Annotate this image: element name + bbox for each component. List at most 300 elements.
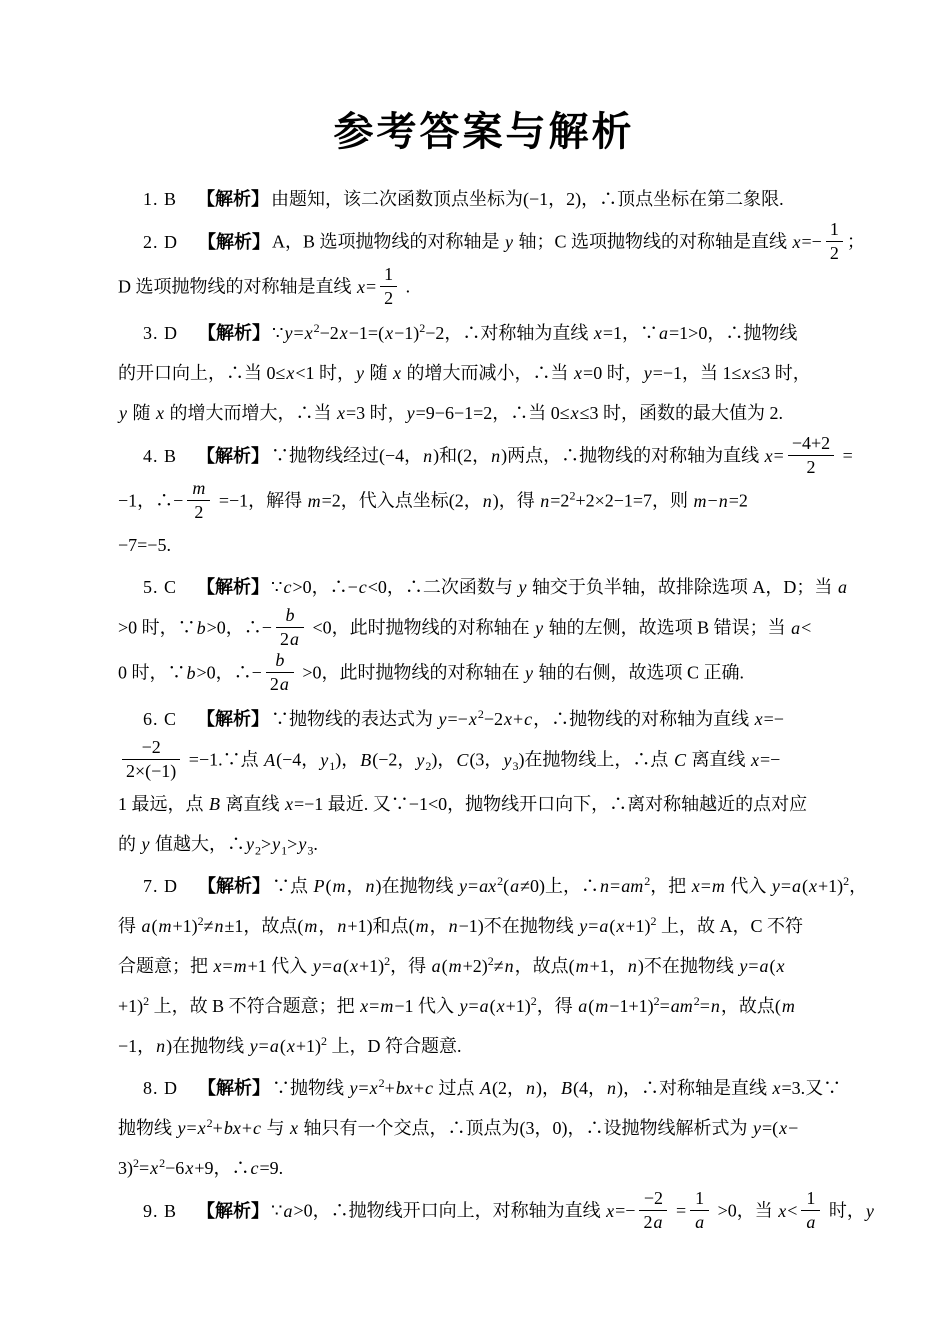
answer-block-6: [118, 699, 850, 864]
superscript: 2: [143, 994, 150, 1008]
math-variable: x: [606, 1200, 615, 1221]
text-run: 1: [829, 219, 839, 239]
fraction: [801, 1188, 820, 1233]
math-variable: y: [438, 709, 447, 729]
math-variable: x: [349, 956, 358, 976]
math-variable: y: [505, 231, 514, 252]
text-run: .: [401, 276, 411, 297]
text-run: =: [699, 996, 710, 1016]
text-run: =−: [447, 709, 468, 729]
text-run: )在抛物线: [375, 876, 458, 896]
fraction: [276, 605, 304, 650]
math-variable: x: [742, 363, 751, 383]
math-variable: x: [150, 1158, 159, 1178]
text-run: =9.: [259, 1158, 284, 1178]
text-run: =: [610, 876, 621, 896]
subscript: 1: [329, 759, 336, 774]
math-variable: x: [503, 709, 512, 729]
fraction-denominator: [639, 1211, 667, 1233]
math-variable: y: [249, 1036, 258, 1056]
fraction-denominator: [801, 1211, 820, 1233]
math-variable: y: [771, 876, 780, 896]
answer-line: [118, 652, 850, 697]
math-variable: x: [779, 1118, 788, 1138]
math-variable: ax: [479, 876, 497, 896]
text-run: =: [186, 1118, 197, 1138]
math-variable: x: [778, 1200, 787, 1221]
text-run: A，B 选项抛物线的对称轴是: [272, 231, 505, 252]
text-run: (: [609, 916, 616, 936]
math-variable: y: [272, 834, 281, 854]
text-run: −2: [643, 1188, 664, 1208]
text-run: 2: [194, 502, 204, 522]
text-run: ；: [846, 231, 865, 252]
text-run: )，: [431, 749, 456, 770]
text-run: ，: [849, 876, 868, 896]
text-run: 合题意；把: [118, 956, 213, 976]
answer-block-5: [118, 567, 850, 697]
answer-line: [118, 986, 850, 1026]
math-variable: y: [177, 1118, 186, 1138]
math-variable: n: [423, 445, 433, 466]
text-run: =3 时，: [346, 403, 406, 423]
text-run: +: [241, 1118, 252, 1138]
math-variable: x: [360, 996, 369, 1016]
answer-block-3: [118, 313, 850, 433]
fraction-denominator: [187, 501, 210, 523]
text-run: =3.又∵: [781, 1078, 842, 1098]
superscript: 2: [569, 488, 576, 503]
math-variable: n: [448, 916, 458, 936]
text-run: =2: [550, 490, 570, 511]
math-variable: a: [279, 674, 289, 694]
text-run: =: [748, 956, 759, 976]
text-run: ≠: [493, 956, 504, 976]
math-variable: m: [233, 956, 247, 976]
text-run: −2: [141, 737, 161, 757]
analysis-tag: 【解析】: [197, 1200, 270, 1221]
math-variable: C: [456, 749, 469, 770]
math-variable: x: [772, 1078, 781, 1098]
answer-block-9: [118, 1188, 874, 1235]
page-title: 参考答案与解析: [333, 109, 635, 154]
text-run: 轴的右侧，故选项 C 正确.: [533, 662, 744, 683]
text-run: ≠: [203, 916, 214, 936]
answer-line: [118, 866, 868, 906]
text-run: =2，代入点坐标(2，: [321, 490, 482, 511]
text-run: ∵点: [272, 876, 313, 896]
text-run: 代入: [725, 876, 771, 896]
math-variable: x: [691, 876, 700, 896]
math-variable: m: [332, 876, 346, 896]
math-variable: x: [593, 323, 602, 343]
math-variable: x: [570, 403, 579, 423]
fraction-denominator: [266, 673, 294, 695]
fraction-denominator: [122, 760, 180, 782]
text-run: +: [212, 1118, 223, 1138]
text-run: >: [287, 834, 298, 854]
math-variable: m: [693, 490, 707, 511]
analysis-tag: 【解析】: [198, 231, 270, 252]
text-run: +1): [625, 916, 651, 936]
text-run: =: [222, 956, 233, 976]
math-variable: B: [360, 749, 372, 770]
text-run: (: [279, 1036, 286, 1056]
math-variable: x: [385, 323, 394, 343]
text-run: 时，: [824, 1200, 865, 1221]
answer-number: 4. B: [143, 445, 178, 466]
superscript: 2: [206, 1116, 213, 1130]
math-variable: y: [739, 956, 748, 976]
math-variable: c: [252, 1118, 261, 1138]
answer-line: [118, 353, 850, 393]
text-run: ，∴抛物线的对称轴为直线: [533, 709, 754, 729]
text-run: 1 最远，点: [118, 794, 208, 814]
text-run: (: [503, 876, 510, 896]
analysis-tag: 【解析】: [197, 577, 270, 597]
answer-line: [118, 1148, 850, 1188]
superscript: 2: [159, 1156, 166, 1170]
text-run: −2: [483, 709, 503, 729]
answer-number: 6. C: [143, 709, 178, 729]
text-run: ，故点(: [720, 996, 781, 1016]
text-run: =: [293, 323, 304, 343]
math-variable: x: [337, 403, 345, 423]
math-variable: y: [349, 1078, 358, 1098]
text-run: <0，此时抛物线的对称轴在: [307, 617, 535, 638]
text-run: (−2，: [372, 749, 416, 770]
text-run: >0，∴−: [206, 617, 272, 638]
math-variable: a: [806, 1212, 816, 1232]
superscript: 2: [497, 874, 504, 888]
text-run: ，得: [536, 996, 578, 1016]
fraction-denominator: [826, 242, 843, 264]
analysis-tag: 【解析】: [198, 1078, 270, 1098]
math-variable: x: [809, 876, 817, 896]
math-variable: y: [312, 956, 321, 976]
text-run: −1)不在抛物线: [458, 916, 579, 936]
math-variable: b: [196, 617, 206, 638]
fraction: [639, 1188, 667, 1233]
math-variable: m: [415, 916, 429, 936]
text-run: 上，故 B 不符合题意；把: [149, 996, 360, 1016]
answer-block-2: [118, 219, 865, 311]
math-variable: x: [285, 794, 293, 814]
text-run: =: [369, 996, 380, 1016]
text-run: 2: [829, 243, 839, 263]
math-variable: n: [710, 996, 720, 1016]
text-run: 0 时，∵: [118, 662, 186, 683]
math-variable: a: [837, 577, 847, 597]
math-variable: x: [776, 956, 785, 976]
fraction: [690, 1188, 709, 1233]
answer-block-7: [118, 866, 868, 1066]
text-run: 与: [261, 1118, 289, 1138]
math-variable: a: [332, 956, 342, 976]
analysis-tag: 【解析】: [197, 445, 270, 466]
analysis-tag: 【解析】: [198, 876, 270, 896]
text-run: ∵抛物线的表达式为: [271, 709, 438, 729]
math-variable: x: [304, 323, 313, 343]
answer-line: [118, 480, 850, 525]
fraction-numerator: [690, 1188, 709, 1211]
text-run: 的: [118, 834, 141, 854]
math-variable: n: [600, 876, 610, 896]
text-run: >0，∴−: [196, 662, 262, 683]
fraction: [826, 219, 843, 264]
math-variable: c: [524, 709, 533, 729]
text-run: =: [139, 1158, 150, 1178]
text-run: D 选项抛物线的对称轴是直线: [118, 276, 356, 297]
math-variable: bx: [223, 1118, 241, 1138]
text-run: (4，: [572, 1078, 606, 1098]
math-variable: x: [289, 1118, 298, 1138]
text-run: ，把: [650, 876, 691, 896]
math-variable: y: [298, 834, 307, 854]
text-run: (3，: [469, 749, 503, 770]
fraction-numerator: [266, 650, 294, 673]
math-variable: y: [284, 323, 293, 343]
math-variable: n: [606, 1078, 616, 1098]
math-variable: y: [320, 749, 329, 770]
text-run: (: [151, 916, 158, 936]
text-run: >0，此时抛物线的对称轴在: [297, 662, 524, 683]
math-variable: c: [424, 1078, 433, 1098]
math-variable: a: [599, 916, 609, 936]
fraction-numerator: [276, 605, 304, 628]
subscript: 3: [512, 759, 519, 774]
text-run: )在抛物线上，∴点: [518, 749, 673, 770]
math-variable: x: [197, 1118, 206, 1138]
text-run: (−4，: [276, 749, 320, 770]
text-run: 过点: [433, 1078, 479, 1098]
answer-line: [118, 525, 850, 565]
text-run: <1 时，: [295, 363, 356, 383]
fraction-numerator: [788, 433, 834, 456]
math-variable: a: [283, 1200, 293, 1221]
text-run: 2: [384, 288, 394, 308]
text-run: 1: [806, 1188, 816, 1208]
answer-block-4: [118, 433, 853, 565]
text-run: ≠0)上，∴: [520, 876, 600, 896]
answer-line: [118, 784, 850, 824]
text-run: =2: [728, 490, 748, 511]
subscript: 1: [281, 843, 288, 858]
text-run: ≤3 时，: [751, 363, 811, 383]
text-run: 上，故 A，C 不符: [656, 916, 804, 936]
fraction: [122, 737, 180, 782]
math-variable: am: [670, 996, 693, 1016]
math-variable: x: [286, 363, 295, 383]
math-variable: x: [156, 403, 164, 423]
text-run: =−1，当 1≤: [652, 363, 742, 383]
math-variable: n: [156, 1036, 166, 1056]
text-run: 的开口向上，∴当 0≤: [118, 363, 286, 383]
fraction: [380, 264, 397, 309]
text-run: −1): [394, 323, 420, 343]
text-run: )两点，∴抛物线的对称轴为直线: [501, 445, 764, 466]
math-variable: y: [406, 403, 415, 423]
fraction-denominator: [380, 287, 397, 309]
answers-list: [118, 179, 874, 1235]
text-run: =: [700, 876, 711, 896]
text-run: 2: [806, 457, 816, 477]
math-variable: n: [525, 1078, 535, 1098]
text-run: )和(2，: [433, 445, 491, 466]
math-variable: n: [214, 916, 224, 936]
text-run: 1: [384, 264, 394, 284]
text-run: 值越大，∴: [150, 834, 245, 854]
subscript: 3: [307, 843, 314, 858]
text-run: >0，∴−: [292, 577, 358, 597]
math-variable: m: [304, 916, 318, 936]
answer-block-1: [118, 179, 850, 219]
math-variable: A: [479, 1078, 491, 1098]
math-variable: c: [283, 577, 292, 597]
math-variable: y: [141, 834, 150, 854]
answer-number: 8. D: [143, 1078, 178, 1098]
text-run: −: [707, 490, 718, 511]
text-run: 上，D 符合题意.: [326, 1036, 462, 1056]
text-run: 抛物线: [118, 1118, 177, 1138]
fraction-denominator: [690, 1211, 709, 1233]
math-variable: A: [264, 749, 276, 770]
subscript: 2: [425, 759, 432, 774]
text-run: .: [313, 834, 318, 854]
text-run: −: [788, 1118, 799, 1138]
text-run: +1): [505, 996, 531, 1016]
text-run: ∵: [271, 1200, 283, 1221]
superscript: 2: [384, 954, 391, 968]
text-run: =−: [763, 709, 784, 729]
math-variable: P: [313, 876, 325, 896]
answer-line: [118, 824, 850, 864]
math-variable: y: [865, 1200, 874, 1221]
fraction-denominator: [788, 456, 834, 478]
text-run: 离直线: [221, 794, 284, 814]
text-run: +9，∴: [194, 1158, 250, 1178]
answer-line: [118, 1188, 874, 1235]
text-run: +1)和点(: [347, 916, 415, 936]
text-run: )，: [335, 749, 360, 770]
text-run: 3): [118, 1158, 133, 1178]
math-variable: m: [711, 876, 725, 896]
fraction-numerator: [380, 264, 397, 287]
text-run: =: [671, 1200, 687, 1221]
math-variable: y: [356, 363, 365, 383]
text-run: 2: [269, 674, 279, 694]
text-run: ∵: [272, 323, 284, 343]
text-run: 轴交于负半轴，故排除选项 A，D；当: [527, 577, 837, 597]
math-variable: a: [510, 876, 520, 896]
math-variable: a: [695, 1212, 705, 1232]
fraction-numerator: [639, 1188, 667, 1211]
math-variable: y: [416, 749, 425, 770]
text-run: (: [441, 956, 448, 976]
superscript: 2: [530, 994, 537, 1008]
math-variable: n: [540, 490, 550, 511]
math-variable: c: [358, 577, 367, 597]
math-variable: n: [627, 956, 637, 976]
math-variable: a: [659, 323, 669, 343]
text-run: >0 时，∵: [118, 617, 196, 638]
text-run: ，: [318, 916, 337, 936]
text-run: (: [769, 956, 776, 976]
text-run: =: [588, 916, 599, 936]
text-run: =: [468, 996, 479, 1016]
math-variable: x: [369, 1078, 378, 1098]
text-run: (: [588, 996, 595, 1016]
superscript: 2: [487, 954, 494, 968]
answer-line: [118, 699, 850, 739]
text-run: =−: [801, 231, 822, 252]
text-run: =: [773, 445, 784, 466]
text-run: +2×2−1=7，则: [575, 490, 693, 511]
math-variable: a: [759, 956, 769, 976]
text-run: <0，∴二次函数与: [367, 577, 518, 597]
superscript: 2: [843, 874, 850, 888]
text-run: =−1 最近. 又∵−1<0，抛物线开口向下，∴离对称轴越近的点对应: [294, 794, 808, 814]
superscript: 2: [693, 994, 700, 1008]
text-run: )，得: [492, 490, 540, 511]
text-run: =−1.∵点: [184, 749, 264, 770]
math-variable: n: [337, 916, 347, 936]
answer-line: [118, 739, 850, 784]
math-variable: x: [468, 709, 477, 729]
math-variable: x: [496, 996, 505, 1016]
answer-number: 1. B: [143, 189, 178, 209]
superscript: 2: [320, 1034, 327, 1048]
text-run: =: [468, 876, 479, 896]
text-run: 2×(−1): [126, 761, 177, 781]
math-variable: B: [560, 1078, 572, 1098]
text-run: 离直线: [686, 749, 750, 770]
analysis-tag: 【解析】: [197, 709, 270, 729]
text-run: 2: [643, 1212, 653, 1232]
math-variable: a: [431, 956, 441, 976]
fraction: [788, 433, 834, 478]
math-variable: y: [752, 1118, 761, 1138]
text-run: ，: [346, 876, 365, 896]
math-variable: a: [653, 1212, 663, 1232]
math-variable: m: [448, 956, 462, 976]
text-run: 轴只有一个交点，∴顶点为(3，0)，∴设抛物线解析式为: [298, 1118, 752, 1138]
math-variable: y: [246, 834, 254, 854]
fraction: [187, 478, 210, 523]
subscript: 2: [255, 843, 261, 858]
math-variable: x: [357, 276, 365, 297]
text-run: −1=(: [348, 323, 385, 343]
text-run: +1): [172, 916, 198, 936]
math-variable: a: [289, 629, 299, 649]
text-run: −2: [319, 323, 339, 343]
text-run: ，故点(: [514, 956, 575, 976]
fraction: [266, 650, 294, 695]
math-variable: c: [250, 1158, 259, 1178]
text-run: (: [489, 996, 496, 1016]
math-variable: b: [285, 605, 295, 625]
text-run: 得: [118, 916, 141, 936]
math-variable: m: [781, 996, 795, 1016]
math-variable: m: [307, 490, 321, 511]
math-variable: n: [365, 876, 375, 896]
text-run: ，得: [390, 956, 431, 976]
text-run: +1): [358, 956, 385, 976]
math-variable: x: [393, 363, 402, 383]
text-run: 的增大而增大，∴当: [165, 403, 336, 423]
math-variable: n: [504, 956, 514, 976]
answer-line: [118, 1108, 850, 1148]
